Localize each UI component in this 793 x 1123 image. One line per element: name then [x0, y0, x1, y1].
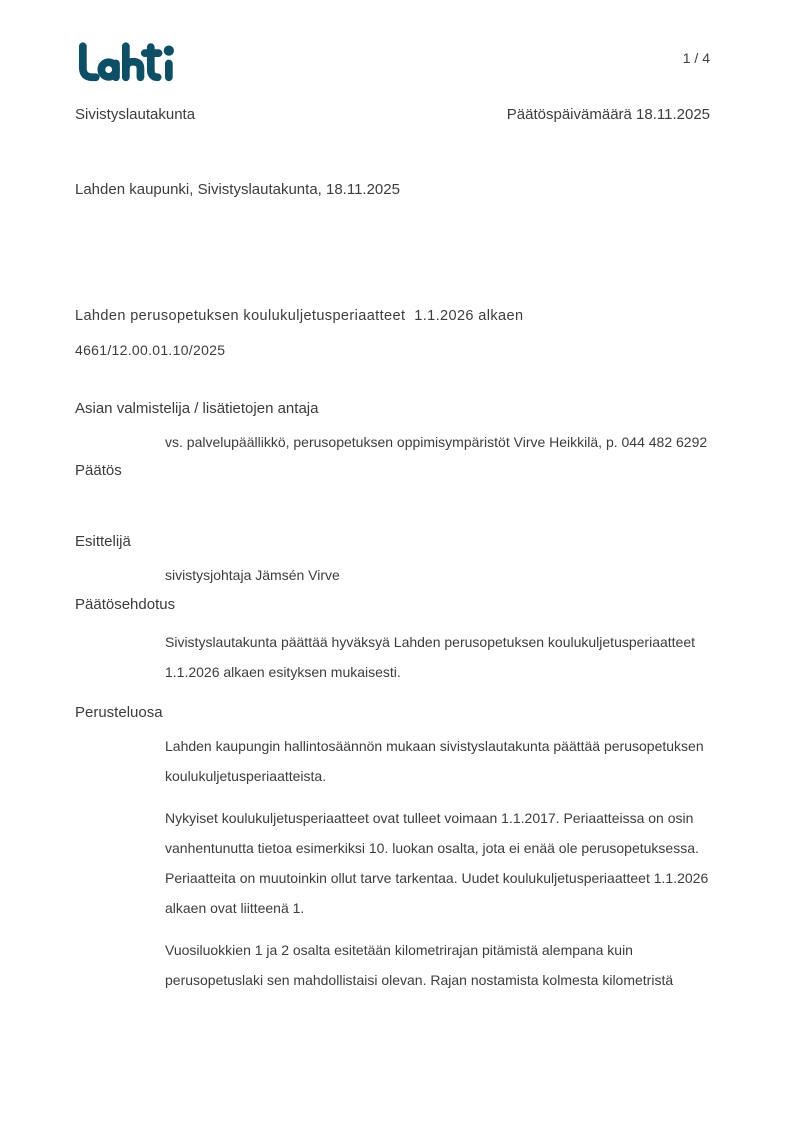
section-decision-proposal [75, 595, 710, 687]
lahti-logo [75, 42, 187, 85]
organisation-line: Lahden kaupunki, Sivistyslautakunta, 18.11.2025 [75, 181, 400, 198]
section-decision [75, 461, 710, 480]
paragraph: vs. palvelupäällikkö, perusopetuksen oppimisympäristöt Virve Heikkilä, p. 044 482 6292 [165, 434, 708, 450]
section-content [165, 427, 710, 457]
section-label: Perusteluosa [75, 704, 163, 721]
section-label: Päätös [75, 462, 122, 479]
paragraph: Lahden kaupungin hallintosäännön mukaan sivistyslautakunta päättää perusopetuksen koulukuljetusperiaatteista. [165, 738, 704, 784]
paragraph: sivistysjohtaja Jämsén Virve [165, 567, 340, 583]
section-label: Päätösehdotus [75, 596, 176, 613]
section-content [165, 731, 710, 995]
document-title: Lahden perusopetuksen koulukuljetusperiaatteet 1.1.2026 alkaen [75, 308, 524, 324]
paragraph: Sivistyslautakunta päättää hyväksyä Lahden perusopetuksen koulukuljetusperiaatteet 1.1.2026 alkaen esityksen mukaisesti. [165, 634, 696, 680]
paragraph: Nykyiset koulukuljetusperiaatteet ovat tulleet voimaan 1.1.2017. Periaatteissa on osin vanhentunutta tietoa esimerkiksi 10. luokan osalta, jota ei enää ole perusopetuksessa. Periaatteita on muutoinkin ollut tarve tarkentaa. Uudet koulukuljetusperiaatteet 1.1.2026 alkaen ovat liitteenä 1. [165, 810, 709, 916]
diary-number: 4661/12.00.01.10/2025 [75, 342, 226, 358]
section-preparer [75, 399, 710, 457]
committee-name: Sivistyslautakunta [75, 106, 196, 123]
page-header [0, 0, 793, 85]
decision-date: Päätöspäivämäärä 18.11.2025 [506, 106, 710, 123]
section-justification [75, 703, 710, 995]
section-content [165, 627, 710, 687]
paragraph: Vuosiluokkien 1 ja 2 osalta esitetään kilometrirajan pitämistä alempana kuin perusopetuslaki sen mahdollistaisi olevan. Rajan nostamista kolmesta kilometristä [165, 942, 674, 988]
page-number: 1 / 4 [682, 50, 710, 66]
section-label: Esittelijä [75, 533, 131, 550]
document-body [75, 399, 710, 995]
section-content [165, 560, 710, 590]
committee-row [75, 105, 710, 124]
title-block [75, 307, 710, 359]
section-presenter [75, 532, 710, 590]
section-label: Asian valmistelija / lisätietojen antaja [75, 400, 319, 417]
lahti-wordmark-icon [75, 42, 187, 85]
